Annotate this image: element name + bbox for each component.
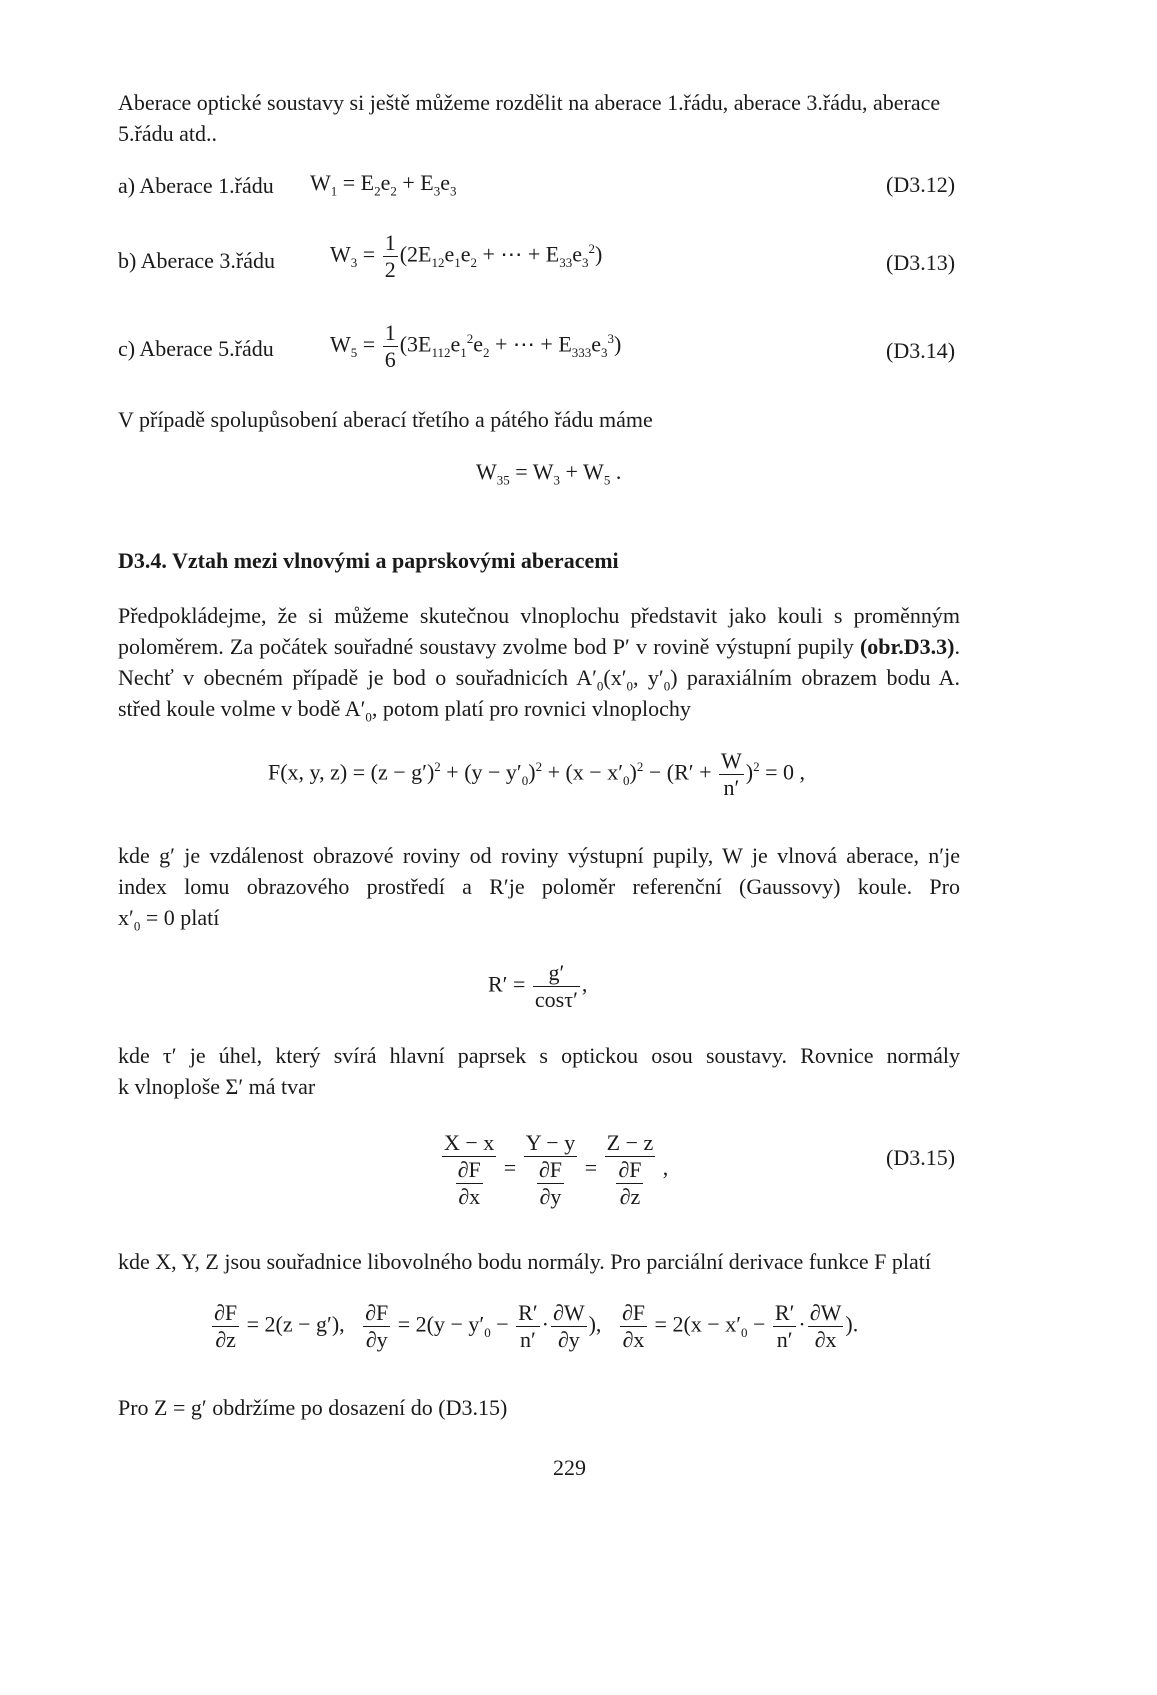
eq-number-d3-13: (D3.13)	[886, 250, 956, 275]
equation-r-prime: R′ = $\frac{g'}{\cos\tau'}$ ,	[488, 960, 588, 1012]
intro-line-1: Aberace optické soustavy si ještě můžeme rozdělit na aberace 1.řádu, aberace 3.řádu, aberace	[118, 90, 941, 115]
para3-line-2: index lomu obrazového prostředí a R′je poloměr referenční (Gaussovy) koule. Pro	[118, 874, 960, 899]
eq-number-d3-15: (D3.15)	[886, 1145, 956, 1170]
para2-line-2: poloměrem. Za počátek souřadné soustavy zvolme bod P′ v rovině výstupní pupily (obr.D3.3).	[118, 634, 960, 659]
equation-d3-13: $W_3$ = $\frac{1}{2}$ ($2E_{12}e_1e_2$ + ⋯ + $E_{33}e_3^2$)	[330, 230, 603, 282]
para2-line-3: Nechť v obecném případě je bod o souřadnicích $A'_0(x'_0$, $y'_0$) paraxiálním obrazem bodu A.	[118, 665, 961, 694]
para6: Pro Z = g′ obdržíme po dosazení do (D3.15)	[118, 1395, 508, 1420]
equation-partials: $\frac{\partial F}{\partial z}$ = 2(z − g′), $\frac{\partial F}{\partial y}$ = $2(y - y'_0$ − $\frac{R'}{n'}$ · $\frac{\partial W}{\partial y}$ ), $\frac{\partial F}{\partial x}$ = $2(x - x'_0$ − $\frac{R'}{n'}$ · $\frac{\partial W}{\partial x}$ ).	[214, 1300, 859, 1352]
para4-line-2: k vlnoploše Σ′ má tvar	[118, 1074, 316, 1099]
eq-number-d3-14: (D3.14)	[886, 338, 956, 363]
intro-line-2: 5.řádu atd..	[118, 121, 217, 146]
eq-b-label: b) Aberace 3.řádu	[118, 248, 275, 273]
equation-w35: $W_{35} = W_3 + W_5$ .	[476, 459, 622, 488]
para2-line-4: střed koule volme v bodě $A'_0$, potom platí pro rovnici vlnoplochy	[118, 696, 691, 725]
equation-d3-14: $W_5$ = $\frac{1}{6}$ ($3E_{112}e_1^2e_2$ + ⋯ + $E_{333}e_3^3$)	[330, 320, 622, 372]
para5: kde X, Y, Z jsou souřadnice libovolného bodu normály. Pro parciální derivace funkce F platí	[118, 1249, 931, 1274]
eq-number-d3-12: (D3.12)	[886, 172, 956, 197]
section-heading: D3.4. Vztah mezi vlnovými a paprskovými aberacemi	[118, 548, 619, 573]
page-number: 229	[553, 1455, 586, 1480]
equation-d3-15: $\frac{X - x}{\frac{\partial F}{\partial x}}$ = $\frac{Y - y}{\frac{\partial F}{\partial y}}$ = $\frac{Z - z}{\frac{\partial F}{\partial z}}$ ,	[444, 1130, 669, 1209]
eq-c-label: c) Aberace 5.řádu	[118, 336, 274, 361]
para2-line-1: Předpokládejme, že si můžeme skutečnou vlnoplochu představit jako kouli s proměnným	[118, 603, 960, 628]
para3-line-1: kde g′ je vzdálenost obrazové roviny od roviny výstupní pupily, W je vlnová aberace, n′je	[118, 843, 960, 868]
eq-a-label: a) Aberace 1.řádu	[118, 173, 274, 198]
para3-line-3: $x'_0 = 0$ platí	[118, 905, 220, 934]
para4-line-1: kde τ′ je úhel, který svírá hlavní paprsek s optickou osou soustavy. Rovnice normály	[118, 1043, 960, 1068]
coop-sentence: V případě spolupůsobení aberací třetího a pátého řádu máme	[118, 407, 653, 432]
equation-d3-12: $W_1 = E_2e_2 + E_3e_3$	[310, 170, 457, 199]
equation-wavefront: F(x, y, $z) = (z - g')^2 + (y - y'_0)^2 + (x - x'_0)^2 - (R'$ + $\frac{W}{n'}$ )$^2$ = 0 ,	[268, 748, 805, 800]
